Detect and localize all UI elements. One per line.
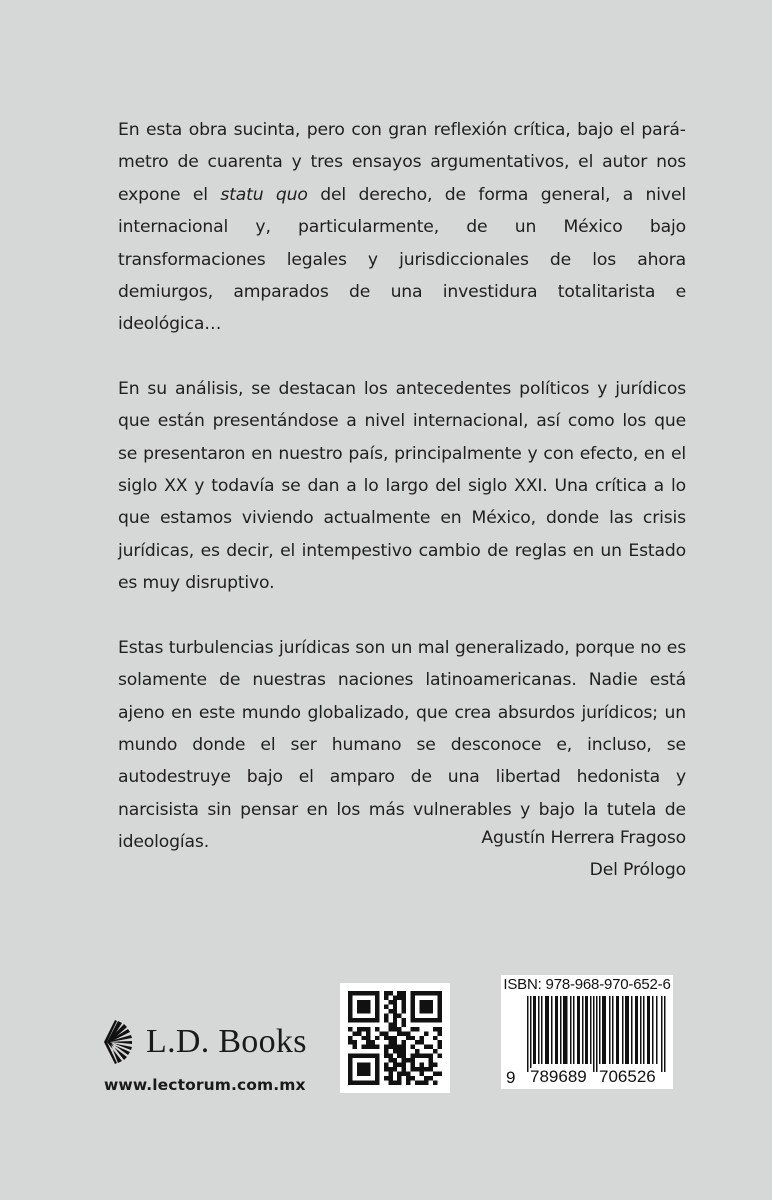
barcode-icon [517, 996, 669, 1072]
blurb-paragraph-1-text-a: En esta obra sucinta, pero con gran reflexión crítica, bajo el parámetro de cuarenta y tres ensayos argumentativos, el autor nos expone el [118, 120, 686, 205]
blurb-paragraph-2: En su análisis, se destacan los antecedentes políticos y jurídicos que están presentándose a nivel internacional, así como los que se presentaron en nuestro país, principalmente y con efecto, en el siglo XX y todavía se dan a lo largo del siglo XXI. Una crítica a lo que estamos viviendo actualmente en México, donde las crisis jurídicas, es decir, el intempestivo cambio de reglas en un Estado es muy disruptivo. [118, 378, 686, 594]
qr-code-icon [348, 991, 442, 1085]
blurb-paragraph-3: Estas turbulencias jurídicas son un mal generalizado, porque no es solamente de nuestras naciones latinoamericanas. Nadie está ajeno en este mundo globalizado, que crea absurdos jurídicos; un mundo donde el ser humano se desconoce e, incluso, se autodestruye bajo el amparo de una libertad hedonista y narcisista sin pensar en los más vulnerables y bajo la tutela de ideologías. [118, 637, 686, 853]
publisher-website: www.lectorum.com.mx [104, 1076, 306, 1094]
blurb-paragraph-1-text-b: del derecho, de forma general, a nivel internacional y, particularmente, de un México bajo transformaciones legales y jurisdiccionales de los ahora demiurgos, amparados de una investidura totalitarista e ideológica… [118, 184, 686, 335]
signature-block [481, 822, 686, 886]
signature-source: Del Prólogo [589, 860, 686, 880]
blurb-text [118, 114, 686, 891]
blurb-paragraph-1 [118, 114, 686, 341]
fan-book-logo-icon [104, 1020, 136, 1064]
qr-code [340, 983, 450, 1093]
barcode-digits-right: 706526 [599, 1067, 656, 1086]
signature-author: Agustín Herrera Fragoso [481, 828, 686, 848]
publisher-block [104, 1020, 307, 1094]
publisher-name: L.D. Books [146, 1023, 307, 1060]
isbn-label: ISBN: 978-968-970-652-6 [503, 976, 671, 993]
barcode-digit-first: 9 [506, 1068, 516, 1087]
barcode-digits-left: 789689 [530, 1067, 587, 1086]
blurb-italic-term: statu quo [220, 184, 308, 205]
publisher-logo [104, 1020, 307, 1064]
isbn-barcode [501, 975, 673, 1089]
